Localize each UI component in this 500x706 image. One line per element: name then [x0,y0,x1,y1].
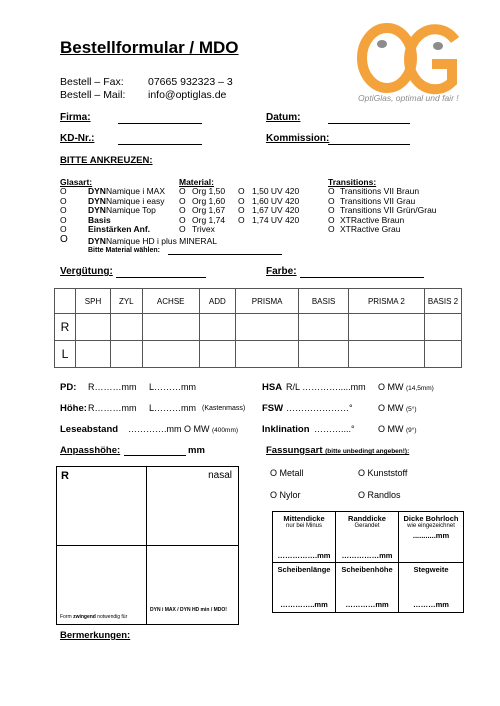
glasart-checkbox[interactable]: O [60,195,67,206]
rx-row-l [55,341,462,368]
inkl-label: Inklination [262,424,310,435]
glasart-item-rest: Namique i easy [105,195,165,206]
transitions-checkbox[interactable]: O [328,195,335,206]
thickness-row-2 [273,563,464,613]
material-uv-checkbox[interactable]: O [238,195,245,206]
rx-cell[interactable] [142,341,199,368]
rx-cell[interactable] [199,341,235,368]
material-uv-option[interactable]: 1,67 UV 420 [252,205,300,216]
fax-value: 07665 932323 – 3 [148,76,233,88]
glasart-item-prefix: Basis [88,214,111,225]
rx-cell[interactable] [425,314,462,341]
rx-cell[interactable] [299,314,348,341]
material-checkbox[interactable]: O [179,195,186,206]
verguetung-field[interactable] [116,277,206,278]
pd-label: PD: [60,382,77,393]
scheibenlaenge-title: Scheibenlänge [277,565,331,574]
transitions-checkbox[interactable]: O [328,224,335,235]
glasart-checkbox[interactable]: O [60,224,67,235]
glasart-item[interactable] [88,186,165,196]
scheibenlaenge-value: …………..mm [280,600,328,609]
fassung-metall[interactable]: O Metall [270,468,304,478]
kd-nr-label: KD-Nr.: [60,133,95,144]
rx-row-label: L [55,341,76,368]
glasart-item-prefix: DYN [88,205,106,216]
rx-corner-cell [55,289,76,314]
transitions-option[interactable]: XTRactive Braun [340,214,405,225]
bohrloch-sub: wie eingezeichnet [407,523,455,529]
mail-label: Bestell – Mail: [60,89,126,101]
rx-cell[interactable] [299,341,348,368]
form-drawing-area[interactable] [56,466,239,625]
mail-value: info@optiglas.de [148,89,227,101]
firma-label: Firma: [60,112,91,123]
material-uv-checkbox[interactable]: O [238,214,245,225]
transitions-checkbox[interactable]: O [328,186,335,196]
rx-row-r [55,314,462,341]
firma-field[interactable] [118,123,202,124]
material-waehlen-label: Bitte Material wählen: [88,247,160,254]
farbe-field[interactable] [300,277,424,278]
rx-header-prisma: PRISMA [235,289,299,314]
rx-cell[interactable] [425,341,462,368]
glasart-item-rest: Namique i MAX [105,186,166,196]
material-checkbox[interactable]: O [179,205,186,216]
anpasshoehe-unit: mm [188,445,205,456]
hsa-label: HSA [262,382,283,393]
hsa-value[interactable]: R/L ………….....mm [286,382,366,392]
rx-cell[interactable] [199,314,235,341]
scheibenhoehe-cell[interactable] [336,563,399,613]
rx-cell[interactable] [111,341,142,368]
bemerkungen-label: Bermerkungen: [60,630,131,641]
datum-field[interactable] [328,123,410,124]
hoehe-label: Höhe: [60,403,87,414]
scheibenlaenge-cell[interactable] [273,563,336,613]
glasart-checkbox[interactable]: O [60,205,67,216]
bohrloch-title: Dicke Bohrloch [403,514,459,523]
inkl-mw[interactable]: O MW (9°) [378,424,417,434]
material-uv-option[interactable]: 1,74 UV 420 [252,214,300,225]
glasart-item-prefix: Einstärken Anf. [88,224,151,235]
logo-graphic [352,18,470,118]
glasart-header: Glasart: [60,177,93,187]
bohrloch-cell[interactable] [399,512,464,563]
kommission-field[interactable] [328,144,410,145]
form-note: Form zwingend notwendig für [60,614,128,620]
mittendicke-cell[interactable] [273,512,336,563]
material-uv-checkbox[interactable]: O [238,205,245,216]
fsw-mw[interactable]: O MW (5°) [378,403,417,413]
fassung-kunststoff[interactable]: O Kunststoff [358,468,408,478]
material-checkbox[interactable]: O [179,214,186,225]
rx-header-achse: ACHSE [142,289,199,314]
material-option[interactable]: Org 1,67 [192,205,226,216]
fassung-randlos[interactable]: O Randlos [358,490,401,500]
rx-header-basis2: BASIS 2 [425,289,462,314]
hoehe-note: (Kastenmass) [202,405,246,412]
fax-label: Bestell – Fax: [60,76,124,88]
anpasshoehe-field[interactable] [124,455,186,456]
mittendicke-title: Mittendicke [283,514,325,523]
material-option[interactable]: Trivex [192,224,215,235]
transitions-checkbox[interactable]: O [328,205,335,216]
glasart-checkbox-last[interactable]: O [60,234,68,245]
glasart-item-prefix: DYN [88,186,106,196]
rx-cell[interactable] [235,341,299,368]
page-title: Bestellformular / MDO [60,38,239,57]
mittendicke-sub: nur bei Minus [285,523,323,529]
thickness-row-1 [273,512,464,563]
anpasshoehe-label: Anpasshöhe: [60,445,121,456]
material-checkbox[interactable]: O [179,224,186,235]
glasart-checkbox[interactable]: O [60,214,67,225]
transitions-option[interactable]: XTRactive Grau [340,224,401,235]
stegweite-title: Stegweite [413,565,449,574]
stegweite-value: ………mm [413,600,449,609]
randdicke-cell[interactable] [336,512,399,563]
rx-cell[interactable] [348,314,424,341]
material-uv-option[interactable]: 1,50 UV 420 [252,186,300,196]
pd-value[interactable]: R………mm L………mm [88,382,196,392]
material-option[interactable]: Org 1,74 [192,214,226,225]
hoehe-value[interactable]: R………mm L………mm [88,403,196,413]
rx-header-add: ADD [199,289,235,314]
fassungsart-label: Fassungsart (bitte unbedingt angeben!): [266,445,410,456]
scheibenhoehe-title: Scheibenhöhe [341,565,393,574]
stegweite-cell[interactable] [399,563,464,613]
logo-tagline: OptiGlas, optimal und fair ! [358,93,459,103]
transitions-checkbox[interactable]: O [328,214,335,225]
transitions-option[interactable]: Transitions VII Grau [340,195,416,206]
transitions-header: Transitions: [328,177,377,187]
verguetung-label: Vergütung: [60,266,113,277]
optiglas-logo [352,18,470,118]
farbe-label: Farbe: [266,266,297,277]
drawing-nasal-label: nasal [208,470,232,481]
material-waehlen-field[interactable] [168,254,282,255]
glasart-item[interactable] [88,224,150,234]
kommission-label: Kommission: [266,133,330,144]
lese-value[interactable]: ………….mm [128,424,182,434]
material-checkbox[interactable]: O [179,186,186,196]
randdicke-sub: Gerandet [354,523,380,529]
fsw-label: FSW [262,403,284,414]
kd-nr-field[interactable] [118,144,202,145]
rx-header-zyl: ZYL [111,289,142,314]
glasart-item-prefix: DYN [88,195,106,206]
lese-mw[interactable]: O MW (400mm) [184,424,239,434]
glasart-item[interactable] [88,215,111,225]
material-uv-checkbox[interactable]: O [238,186,245,196]
bohrloch-value: ...........mm [412,531,450,540]
glasart-item-last[interactable]: DYNNamique HD i plus MINERAL [88,236,217,246]
glasart-item[interactable] [88,196,165,206]
drawing-divider-horizontal [57,545,238,546]
rx-cell[interactable] [111,314,142,341]
dyn-note: DYN i MAX / DYN HD min / MDO! [150,607,227,613]
rx-header-sph: SPH [76,289,111,314]
thickness-table [272,511,464,613]
rx-header-basis: BASIS [299,289,348,314]
ankreuzen-heading: BITTE ANKREUZEN: [60,155,153,166]
randdicke-value: ……………mm [341,551,393,560]
lese-label: Leseabstand [60,424,119,435]
randdicke-title: Randdicke [348,514,386,523]
rx-header-prisma2: PRISMA 2 [348,289,424,314]
material-option[interactable]: Org 1,50 [192,186,226,196]
hsa-mw[interactable]: O MW (14,5mm) [378,382,434,392]
rx-cell[interactable] [76,341,111,368]
inkl-value[interactable]: ………....° [314,424,355,434]
rx-cell[interactable] [348,341,424,368]
rx-cell[interactable] [142,314,199,341]
rx-header-row [55,289,462,314]
transitions-option[interactable]: Transitions VII Grün/Grau [340,205,437,216]
glasart-item[interactable] [88,205,156,215]
rx-cell[interactable] [76,314,111,341]
rx-cell[interactable] [235,314,299,341]
drawing-r-label: R [61,470,69,482]
rx-table [54,288,462,368]
fassung-nylor[interactable]: O Nylor [270,490,301,500]
scheibenhoehe-value: …………mm [345,600,389,609]
material-option[interactable]: Org 1,60 [192,195,226,206]
glasart-checkbox[interactable]: O [60,186,67,196]
datum-label: Datum: [266,112,301,123]
material-uv-option[interactable]: 1,60 UV 420 [252,195,300,206]
fsw-value[interactable]: …………………° [286,403,353,413]
rx-row-label: R [55,314,76,341]
glasart-item-rest: Namique Top [105,205,156,216]
mittendicke-value: …………….mm [277,551,331,560]
material-header: Material: [179,177,214,187]
transitions-option[interactable]: Transitions VII Braun [340,186,420,196]
